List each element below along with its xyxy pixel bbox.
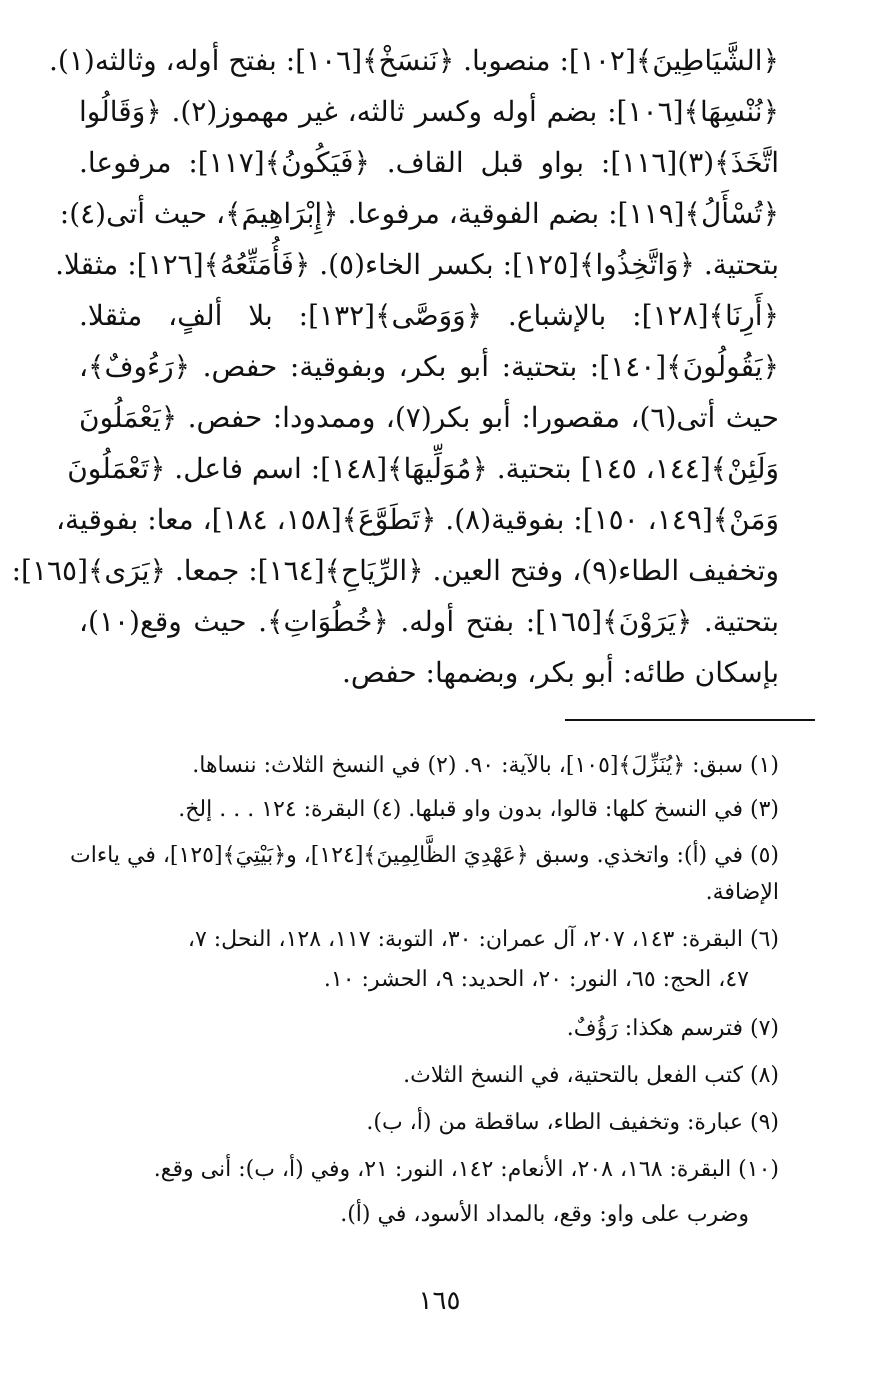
main-text-line: بتحتية. ﴿يَرَوْنَ﴾[١٦٥]: بفتح أوله. ﴿خُطُوَاتِ﴾. حيث وقع(١٠)،: [79, 605, 780, 638]
footnote-line: (٥) في (أ): واتخذي. وسبق ﴿عَهْدِيَ الظَّالِمِينَ﴾[١٢٤]، و﴿بَيْتِيَ﴾[١٢٥]، في ياءات: [70, 843, 779, 868]
main-text-line: بإسكان طائه: أبو بكر، وبضمها: حفص.: [341, 656, 779, 689]
main-text-line: ﴿تُسْأَلُ﴾[١١٩]: بضم الفوقية، مرفوعا. ﴿إِبْرَاهِيمَ﴾، حيث أتى(٤):: [59, 197, 779, 230]
footnote-line: (٧) فترسم هكذا: رَؤُفٌ.: [566, 1016, 779, 1041]
footnote-line: الإضافة.: [705, 880, 779, 905]
main-text-line: وَمَنْ﴾[١٤٩، ١٥٠]: بفوقية(٨). ﴿تَطَوَّعَ﴾[١٥٨، ١٨٤]، معا: بفوقية،: [56, 503, 779, 536]
main-text-line: بتحتية. ﴿وَاتَّخِذُوا﴾[١٢٥]: بكسر الخاء(٥). ﴿فَأُمَتِّعُهُ﴾[١٢٦]: مثقلا.: [55, 248, 779, 281]
main-text-line: اتَّخَذَ﴾(٣)[١١٦]: بواو قبل القاف. ﴿فَيَكُونُ﴾[١١٧]: مرفوعا.: [79, 146, 779, 179]
footnote-line: (١) سبق: ﴿يُنَزِّلَ﴾[١٠٥]، بالآية: ٩٠. (٢) في النسخ الثلاث: ننساها.: [192, 753, 779, 778]
footnote-line: وضرب على واو: وقع، بالمداد الأسود، في (أ).: [340, 1202, 749, 1227]
main-text-line: وتخفيف الطاء(٩)، وفتح العين. ﴿الرِّيَاحِ﴾[١٦٤]: جمعا. ﴿يَرَى﴾[١٦٥]:: [11, 554, 779, 587]
footnote-separator: [565, 719, 815, 721]
main-text-line: وَلَئِنْ﴾[١٤٤، ١٤٥] بتحتية. ﴿مُوَلِّيهَا﴾[١٤٨]: اسم فاعل. ﴿تَعْمَلُونَ: [67, 452, 779, 485]
footnote-line: (٩) عبارة: وتخفيف الطاء، ساقطة من (أ، ب).: [366, 1110, 779, 1135]
main-text-line: ﴿أَرِنَا﴾[١٢٨]: بالإشباع. ﴿وَوَصَّى﴾[١٣٢]: بلا ألفٍ، مثقلا.: [79, 299, 779, 332]
main-text-line: ﴿الشَّيَاطِينَ﴾[١٠٢]: منصوبا. ﴿نَنسَخْ﴾[١٠٦]: بفتح أوله، وثالثه(١).: [49, 44, 779, 77]
footnote-line: ٤٧، الحج: ٦٥، النور: ٢٠، الحديد: ٩، الحشر: ١٠.: [323, 967, 749, 992]
page-number: ١٦٥: [418, 1286, 461, 1316]
footnote-line: (٨) كتب الفعل بالتحتية، في النسخ الثلاث.: [403, 1063, 779, 1088]
main-text-line: ﴿نُنْسِهَا﴾[١٠٦]: بضم أوله وكسر ثالثه، غير مهموز(٢). ﴿وَقَالُوا: [79, 95, 780, 128]
main-text-line: ﴿يَقُولُونَ﴾[١٤٠]: بتحتية: أبو بكر، وبفوقية: حفص. ﴿رَءُوفٌ﴾،: [79, 350, 779, 383]
footnote-line: (١٠) البقرة: ١٦٨، ٢٠٨، الأنعام: ١٤٢، النور: ٢١، وفي (أ، ب): أنى وقع.: [153, 1157, 779, 1182]
main-text-line: حيث أتى(٦)، مقصورا: أبو بكر(٧)، وممدودا: حفص. ﴿يَعْمَلُونَ: [79, 401, 779, 434]
footnote-line: (٦) البقرة: ١٤٣، ٢٠٧، آل عمران: ٣٠، التوبة: ١١٧، ١٢٨، النحل: ٧،: [187, 927, 779, 952]
footnote-line: (٣) في النسخ كلها: قالوا، بدون واو قبلها. (٤) البقرة: ١٢٤ . . . إلخ.: [178, 797, 779, 822]
